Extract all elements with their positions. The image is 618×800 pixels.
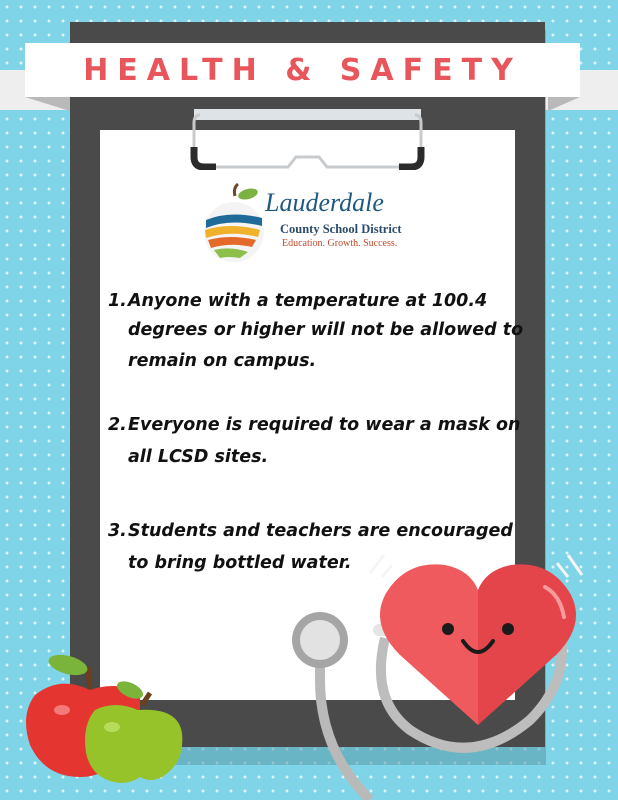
rule-number: 1. <box>108 291 127 311</box>
rule-line: all LCSD sites. <box>128 447 269 467</box>
banner-fold-right <box>548 97 580 111</box>
rule-line: remain on campus. <box>128 351 317 371</box>
logo-district-name: County School District <box>280 222 402 236</box>
logo-tagline: Education. Growth. Success. <box>282 238 398 249</box>
district-logo <box>200 182 405 268</box>
rule-line: to bring bottled water. <box>128 553 352 573</box>
apples-icon <box>20 645 190 785</box>
page-title: HEALTH & SAFETY <box>83 52 522 88</box>
logo-script-name: Lauderdale <box>265 188 384 217</box>
clipboard-clip-icon <box>190 105 425 170</box>
rule-line: Students and teachers are encouraged <box>128 521 513 541</box>
rule-line: degrees or higher will not be allowed to <box>128 320 524 340</box>
rule-number: 2. <box>108 415 127 435</box>
banner-fold-left <box>25 97 70 111</box>
rule-line: Everyone is required to wear a mask on <box>128 415 521 435</box>
heart-mascot-icon <box>360 545 590 730</box>
rule-number: 3. <box>108 521 127 541</box>
apple-logo-icon <box>200 182 270 268</box>
rule-line: Anyone with a temperature at 100.4 <box>128 291 488 311</box>
title-banner <box>25 43 580 97</box>
